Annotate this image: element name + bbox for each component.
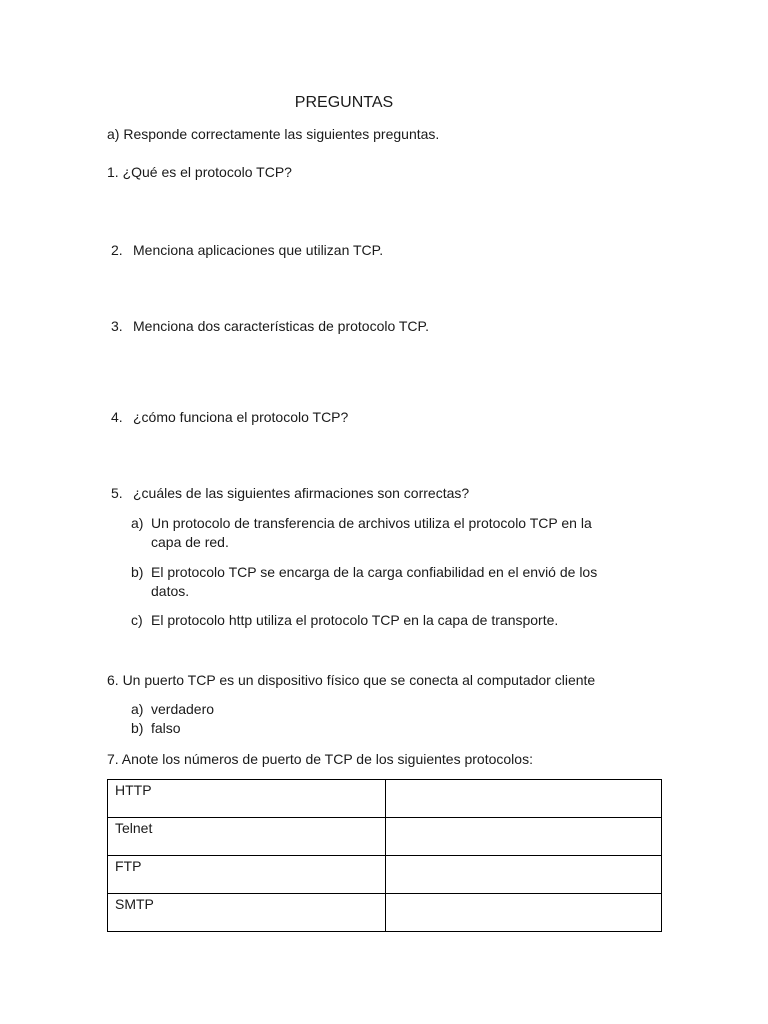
option-text: falso bbox=[151, 720, 181, 736]
protocol-cell: FTP bbox=[108, 856, 386, 894]
option-letter: c) bbox=[131, 612, 143, 628]
option-letter: b) bbox=[131, 564, 144, 580]
question-number: 2. bbox=[111, 242, 123, 258]
q5-option-b bbox=[131, 563, 597, 581]
port-answer-cell bbox=[386, 780, 662, 818]
option-text: verdadero bbox=[151, 701, 215, 717]
question-text: Menciona dos características de protocolo TCP. bbox=[133, 318, 429, 334]
option-letter: a) bbox=[131, 515, 144, 531]
question-text: ¿cuáles de las siguientes afirmaciones son correctas? bbox=[133, 485, 470, 501]
q5-option-c bbox=[131, 611, 558, 629]
question-5 bbox=[111, 484, 469, 502]
protocol-cell: HTTP bbox=[108, 780, 386, 818]
instruction-text: a) Responde correctamente las siguientes preguntas. bbox=[107, 126, 440, 142]
question-number: 3. bbox=[111, 318, 123, 334]
q6-option-b bbox=[131, 719, 181, 737]
ports-table bbox=[107, 779, 662, 932]
port-answer-cell bbox=[386, 856, 662, 894]
protocol-cell: Telnet bbox=[108, 818, 386, 856]
q5-option-a-continuation: capa de red. bbox=[151, 534, 229, 550]
port-answer-cell bbox=[386, 818, 662, 856]
question-text: ¿cómo funciona el protocolo TCP? bbox=[133, 409, 349, 425]
table-row bbox=[108, 894, 662, 932]
option-text: El protocolo http utiliza el protocolo TCP en la capa de transporte. bbox=[151, 612, 559, 628]
q5-option-a bbox=[131, 514, 592, 532]
question-text: Menciona aplicaciones que utilizan TCP. bbox=[133, 242, 384, 258]
question-1: 1. ¿Qué es el protocolo TCP? bbox=[107, 164, 292, 180]
q5-option-b-continuation: datos. bbox=[151, 583, 190, 599]
table-row bbox=[108, 780, 662, 818]
question-2 bbox=[111, 241, 383, 259]
port-answer-cell bbox=[386, 894, 662, 932]
question-number: 5. bbox=[111, 485, 123, 501]
option-text: Un protocolo de transferencia de archivos utiliza el protocolo TCP en la bbox=[151, 515, 592, 531]
q6-option-a bbox=[131, 700, 214, 718]
option-letter: a) bbox=[131, 701, 144, 717]
table-row bbox=[108, 856, 662, 894]
table-row bbox=[108, 818, 662, 856]
question-number: 4. bbox=[111, 409, 123, 425]
option-letter: b) bbox=[131, 720, 144, 736]
option-text: El protocolo TCP se encarga de la carga confiabilidad en el envió de los bbox=[151, 564, 598, 580]
question-7: 7. Anote los números de puerto de TCP de los siguientes protocolos: bbox=[107, 751, 533, 767]
page-title: PREGUNTAS bbox=[294, 94, 394, 111]
question-4 bbox=[111, 408, 348, 426]
question-6: 6. Un puerto TCP es un dispositivo físico que se conecta al computador cliente bbox=[107, 672, 596, 688]
question-3 bbox=[111, 317, 429, 335]
protocol-cell: SMTP bbox=[108, 894, 386, 932]
